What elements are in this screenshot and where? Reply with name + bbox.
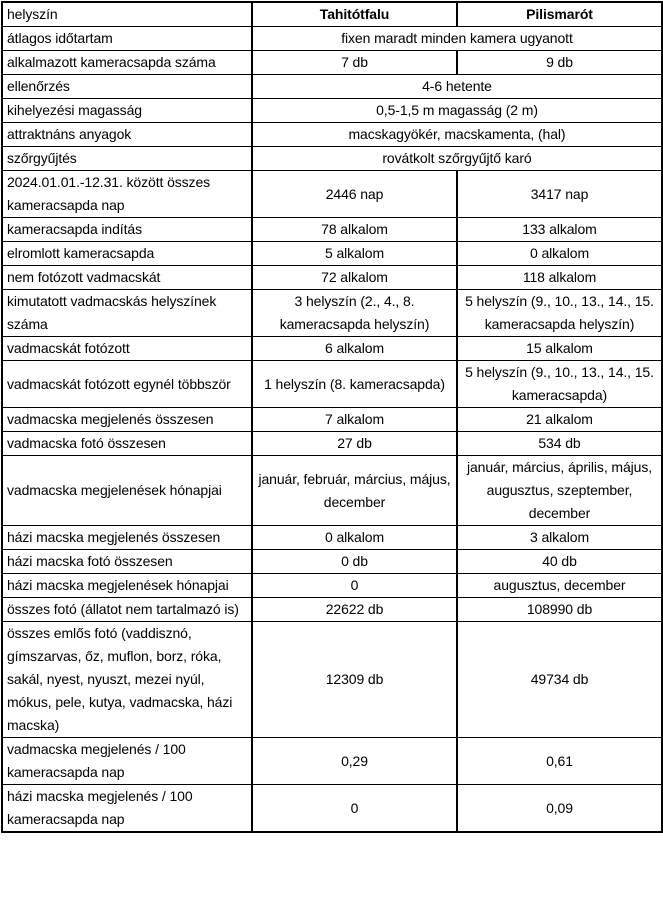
row-site2-value-cell: 133 alkalom: [457, 218, 662, 242]
table-row: [2, 622, 662, 738]
row-label-cell: házi macska megjelenés összesen: [2, 526, 252, 550]
row-site2-value-cell: 40 db: [457, 550, 662, 574]
table-row: [2, 526, 662, 550]
row-site1-value-cell: január, február, március, május, december: [252, 456, 457, 526]
row-label-cell: kimutatott vadmacskás helyszínek száma: [2, 290, 252, 337]
row-site2-value-cell: 118 alkalom: [457, 266, 662, 290]
row-site2-value-cell: 0 alkalom: [457, 242, 662, 266]
table-row: [2, 337, 662, 361]
row-site2-value-cell: 108990 db: [457, 598, 662, 622]
table-row: [2, 598, 662, 622]
row-span-value-cell: 0,5-1,5 m magasság (2 m): [252, 99, 662, 123]
row-site1-value-cell: 0,29: [252, 738, 457, 785]
row-site1-value-cell: 22622 db: [252, 598, 457, 622]
table-row: [2, 171, 662, 218]
row-site2-value-cell: 49734 db: [457, 622, 662, 738]
camera-trap-comparison-table: [1, 1, 663, 833]
row-site1-value-cell: 5 alkalom: [252, 242, 457, 266]
row-site1-value-cell: 3 helyszín (2., 4., 8. kameracsapda helyszín): [252, 290, 457, 337]
table-row: [2, 738, 662, 785]
row-label-cell: ellenőrzés: [2, 75, 252, 99]
row-site2-value-cell: 21 alkalom: [457, 408, 662, 432]
table-row: [2, 266, 662, 290]
row-site1-value-cell: 0 alkalom: [252, 526, 457, 550]
row-site2-value-cell: január, március, április, május, augusztus, szeptember, december: [457, 456, 662, 526]
table-row: [2, 361, 662, 408]
row-label-cell: vadmacskát fotózott: [2, 337, 252, 361]
row-site1-value-cell: 12309 db: [252, 622, 457, 738]
row-label-cell: alkalmazott kameracsapda száma: [2, 51, 252, 75]
row-label-cell: vadmacska megjelenés összesen: [2, 408, 252, 432]
row-label-cell: vadmacska megjelenés / 100 kameracsapda nap: [2, 738, 252, 785]
table-row: [2, 27, 662, 51]
row-site1-value-cell: 78 alkalom: [252, 218, 457, 242]
row-label-cell: összes fotó (állatot nem tartalmazó is): [2, 598, 252, 622]
table-row: [2, 408, 662, 432]
header-row: [2, 2, 662, 27]
row-label-cell: elromlott kameracsapda: [2, 242, 252, 266]
table-row: [2, 574, 662, 598]
row-site2-value-cell: 5 helyszín (9., 10., 13., 14., 15. kameracsapda): [457, 361, 662, 408]
row-site2-value-cell: 3 alkalom: [457, 526, 662, 550]
row-label-cell: vadmacska megjelenések hónapjai: [2, 456, 252, 526]
header-label-cell: helyszín: [2, 2, 252, 27]
table-row: [2, 550, 662, 574]
row-site1-value-cell: 7 alkalom: [252, 408, 457, 432]
row-site1-value-cell: 72 alkalom: [252, 266, 457, 290]
table-row: [2, 785, 662, 833]
row-label-cell: 2024.01.01.-12.31. között összes kameracsapda nap: [2, 171, 252, 218]
row-label-cell: vadmacska fotó összesen: [2, 432, 252, 456]
table-row: [2, 75, 662, 99]
row-span-value-cell: macskagyökér, macskamenta, (hal): [252, 123, 662, 147]
row-label-cell: szőrgyűjtés: [2, 147, 252, 171]
row-label-cell: kihelyezési magasság: [2, 99, 252, 123]
row-site1-value-cell: 2446 nap: [252, 171, 457, 218]
row-site2-value-cell: 0,09: [457, 785, 662, 833]
table-row: [2, 242, 662, 266]
table-row: [2, 432, 662, 456]
row-site2-value-cell: 0,61: [457, 738, 662, 785]
row-site2-value-cell: 9 db: [457, 51, 662, 75]
row-label-cell: nem fotózott vadmacskát: [2, 266, 252, 290]
table-row: [2, 51, 662, 75]
row-site1-value-cell: 1 helyszín (8. kameracsapda): [252, 361, 457, 408]
row-site1-value-cell: 6 alkalom: [252, 337, 457, 361]
row-label-cell: házi macska megjelenések hónapjai: [2, 574, 252, 598]
row-site1-value-cell: 0: [252, 785, 457, 833]
row-site1-value-cell: 0: [252, 574, 457, 598]
row-site2-value-cell: 534 db: [457, 432, 662, 456]
row-site2-value-cell: 15 alkalom: [457, 337, 662, 361]
row-label-cell: házi macska fotó összesen: [2, 550, 252, 574]
table-row: [2, 123, 662, 147]
row-span-value-cell: rovátkolt szőrgyűjtő karó: [252, 147, 662, 171]
row-label-cell: összes emlős fotó (vaddisznó, gímszarvas, őz, muflon, borz, róka, sakál, nyest, nyuszt, mezei nyúl, mókus, pele, kutya, vadmacska, házi macska): [2, 622, 252, 738]
row-site1-value-cell: 7 db: [252, 51, 457, 75]
header-site2-cell: Pilismarót: [457, 2, 662, 27]
row-label-cell: kameracsapda indítás: [2, 218, 252, 242]
row-span-value-cell: 4-6 hetente: [252, 75, 662, 99]
table-row: [2, 290, 662, 337]
row-site2-value-cell: 5 helyszín (9., 10., 13., 14., 15. kameracsapda helyszín): [457, 290, 662, 337]
table-body: [2, 27, 662, 833]
row-span-value-cell: fixen maradt minden kamera ugyanott: [252, 27, 662, 51]
table-row: [2, 456, 662, 526]
table-row: [2, 99, 662, 123]
row-label-cell: átlagos időtartam: [2, 27, 252, 51]
row-label-cell: vadmacskát fotózott egynél többször: [2, 361, 252, 408]
row-site1-value-cell: 27 db: [252, 432, 457, 456]
row-site2-value-cell: augusztus, december: [457, 574, 662, 598]
row-label-cell: attraktnáns anyagok: [2, 123, 252, 147]
row-site1-value-cell: 0 db: [252, 550, 457, 574]
table-row: [2, 218, 662, 242]
row-label-cell: házi macska megjelenés / 100 kameracsapda nap: [2, 785, 252, 833]
row-site2-value-cell: 3417 nap: [457, 171, 662, 218]
table-row: [2, 147, 662, 171]
header-site1-cell: Tahitótfalu: [252, 2, 457, 27]
